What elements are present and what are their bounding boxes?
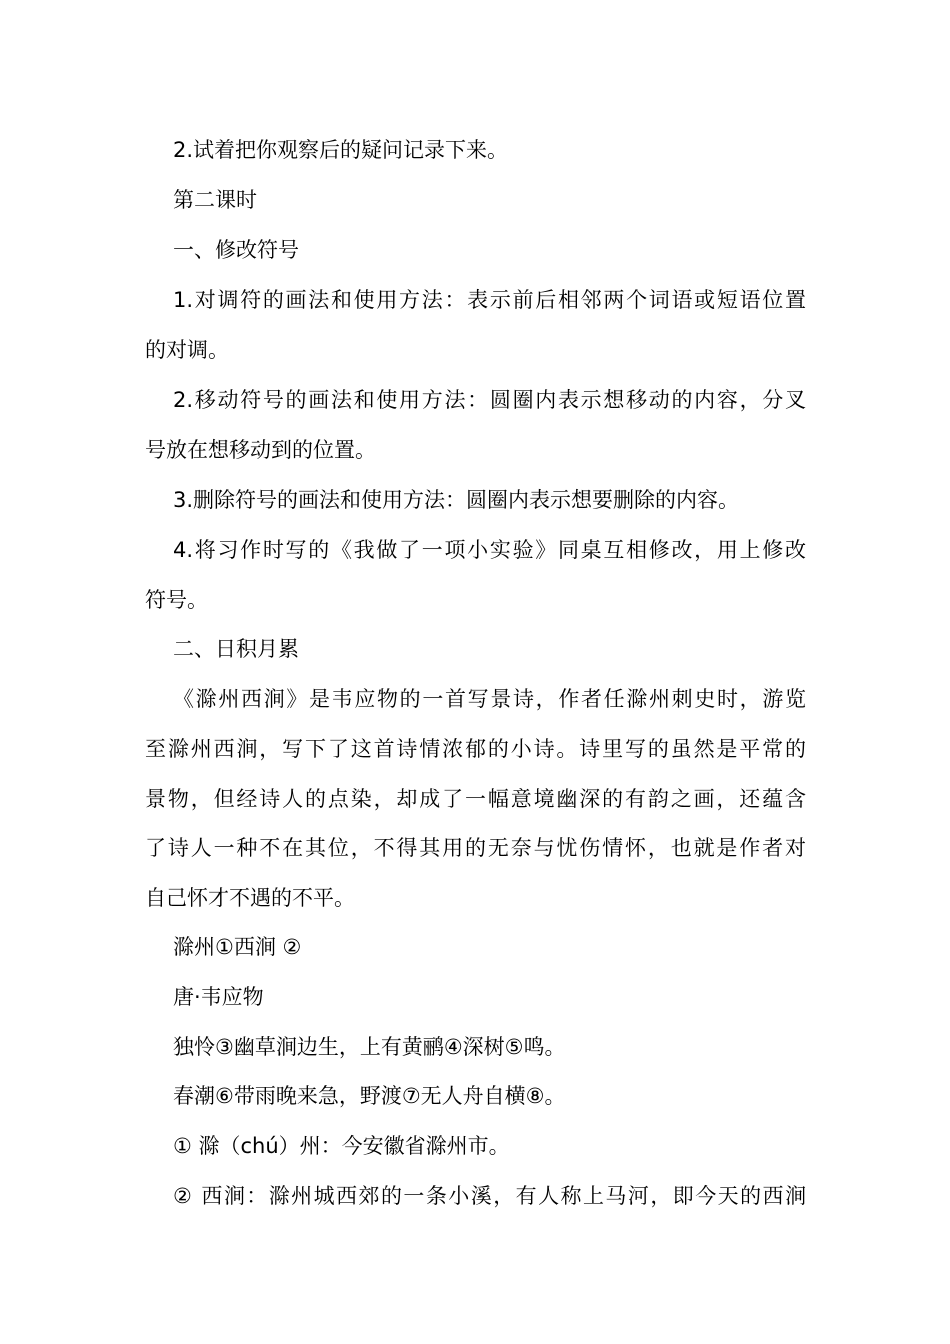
poem-title: 滁州①西涧 ② <box>173 935 302 959</box>
text-line: 至滁州西涧，写下了这首诗情浓郁的小诗。诗里写的虽然是平常的 <box>145 737 806 761</box>
poem-author: 唐·韦应物 <box>173 985 264 1009</box>
text-line: 2.移动符号的画法和使用方法：圆圈内表示想移动的内容，分叉 <box>173 388 806 412</box>
text-line: 1.对调符的画法和使用方法：表示前后相邻两个词语或短语位置 <box>173 288 806 312</box>
text-line: 的对调。 <box>145 338 229 362</box>
text-line: 4.将习作时写的《我做了一项小实验》同桌互相修改，用上修改 <box>173 538 806 562</box>
section-heading: 一、修改符号 <box>173 238 299 262</box>
text-line: 2.试着把你观察后的疑问记录下来。 <box>173 138 509 162</box>
footnote: ① 滁（chú）州：今安徽省滁州市。 <box>173 1134 510 1158</box>
text-line: 了诗人一种不在其位，不得其用的无奈与忧伤情怀，也就是作者对 <box>145 836 806 860</box>
section-heading: 第二课时 <box>173 188 257 212</box>
text-line: 3.删除符号的画法和使用方法：圆圈内表示想要删除的内容。 <box>173 488 740 512</box>
text-line: 《滁州西涧》是韦应物的一首写景诗，作者任滁州刺史时，游览 <box>173 687 806 711</box>
text-line: 自己怀才不遇的不平。 <box>145 886 355 910</box>
footnote: ② 西涧：滁州城西郊的一条小溪，有人称上马河，即今天的西涧 <box>173 1184 806 1208</box>
section-heading: 二、日积月累 <box>173 637 299 661</box>
text-line: 符号。 <box>145 588 208 612</box>
poem-line: 独怜③幽草涧边生，上有黄鹂④深树⑤鸣。 <box>173 1035 566 1059</box>
poem-line: 春潮⑥带雨晚来急，野渡⑦无人舟自横⑧。 <box>173 1084 566 1108</box>
text-line: 号放在想移动到的位置。 <box>145 438 376 462</box>
text-line: 景物，但经诗人的点染，却成了一幅意境幽深的有韵之画，还蕴含 <box>145 787 806 811</box>
